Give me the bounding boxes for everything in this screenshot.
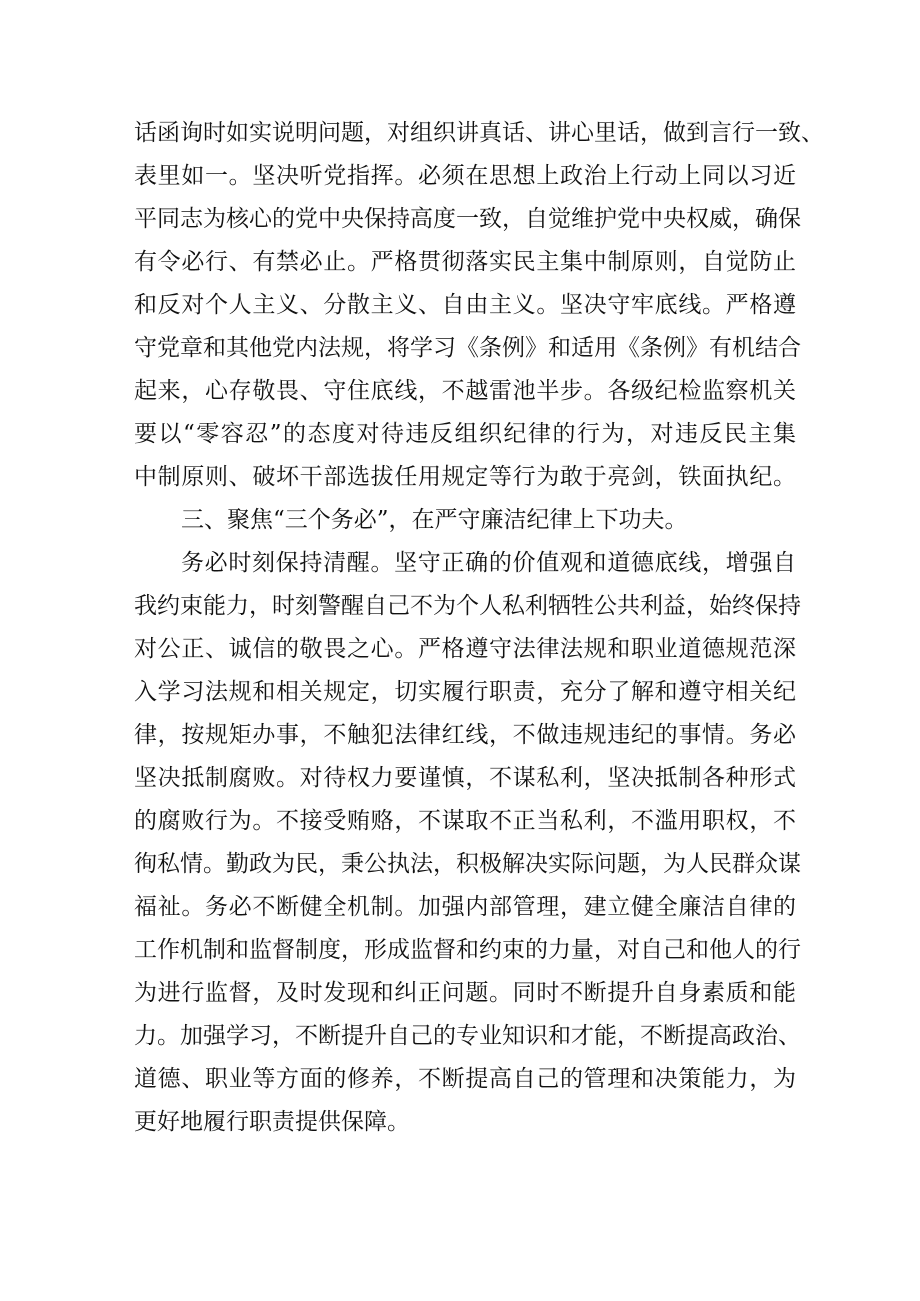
text-line: 律，按规矩办事，不触犯法律红线，不做违规违纪的事情。务必	[134, 722, 796, 748]
text-line: 守党章和其他党内法规，将学习《条例》和适用《条例》有机结合	[134, 335, 801, 361]
text-line: 有令必行、有禁必止。严格贯彻落实民主集中制原则，自觉防止	[134, 249, 796, 275]
text-line: 为进行监督，及时发现和纠正问题。同时不断提升自身素质和能	[134, 980, 796, 1006]
text-line: 和反对个人主义、分散主义、自由主义。坚决守牢底线。严格遵	[134, 292, 796, 318]
text-line: 福祉。务必不断健全机制。加强内部管理，建立健全廉洁自律的	[134, 894, 796, 920]
text-line: 对公正、诚信的敬畏之心。严格遵守法律法规和职业道德规范深	[134, 636, 796, 662]
text-line: 要以“零容忍”的态度对待违反组织纪律的行为，对违反民主集	[134, 421, 796, 447]
text-line: 表里如一。坚决听党指挥。必须在思想上政治上行动上同以习近	[134, 163, 796, 189]
document-body	[134, 112, 824, 1144]
text-line: 话函询时如实说明问题，对组织讲真话、讲心里话，做到言行一致、	[134, 120, 824, 146]
text-line: 徇私情。勤政为民，秉公执法，积极解决实际问题，为人民群众谋	[134, 851, 801, 877]
text-line: 更好地履行职责提供保障。	[134, 1109, 410, 1135]
text-line: 道德、职业等方面的修养，不断提高自己的管理和决策能力，为	[134, 1066, 796, 1092]
paragraph-continued	[134, 112, 824, 499]
section-heading: 三、聚焦“三个务必”，在严守廉洁纪律上下功夫。	[181, 507, 688, 533]
text-line: 工作机制和监督制度，形成监督和约束的力量，对自己和他人的行	[134, 937, 801, 963]
text-line: 我约束能力，时刻警醒自己不为个人私利牺牲公共利益，始终保持	[134, 593, 801, 619]
text-line: 平同志为核心的党中央保持高度一致，自觉维护党中央权威，确保	[134, 206, 801, 232]
text-line: 中制原则、破坏干部选拔任用规定等行为敢于亮剑，铁面执纪。	[134, 464, 796, 490]
text-line: 力。加强学习，不断提升自己的专业知识和才能，不断提高政治、	[134, 1023, 801, 1049]
text-line: 起来，心存敬畏、守住底线，不越雷池半步。各级纪检监察机关	[134, 378, 796, 404]
text-line: 务必时刻保持清醒。坚守正确的价值观和道德底线，增强自	[181, 550, 796, 576]
paragraph-main	[134, 542, 801, 1144]
text-line: 入学习法规和相关规定，切实履行职责，充分了解和遵守相关纪	[134, 679, 796, 705]
text-line: 坚决抵制腐败。对待权力要谨慎，不谋私利，坚决抵制各种形式	[134, 765, 796, 791]
text-line: 的腐败行为。不接受贿赂，不谋取不正当私利，不滥用职权，不	[134, 808, 796, 834]
